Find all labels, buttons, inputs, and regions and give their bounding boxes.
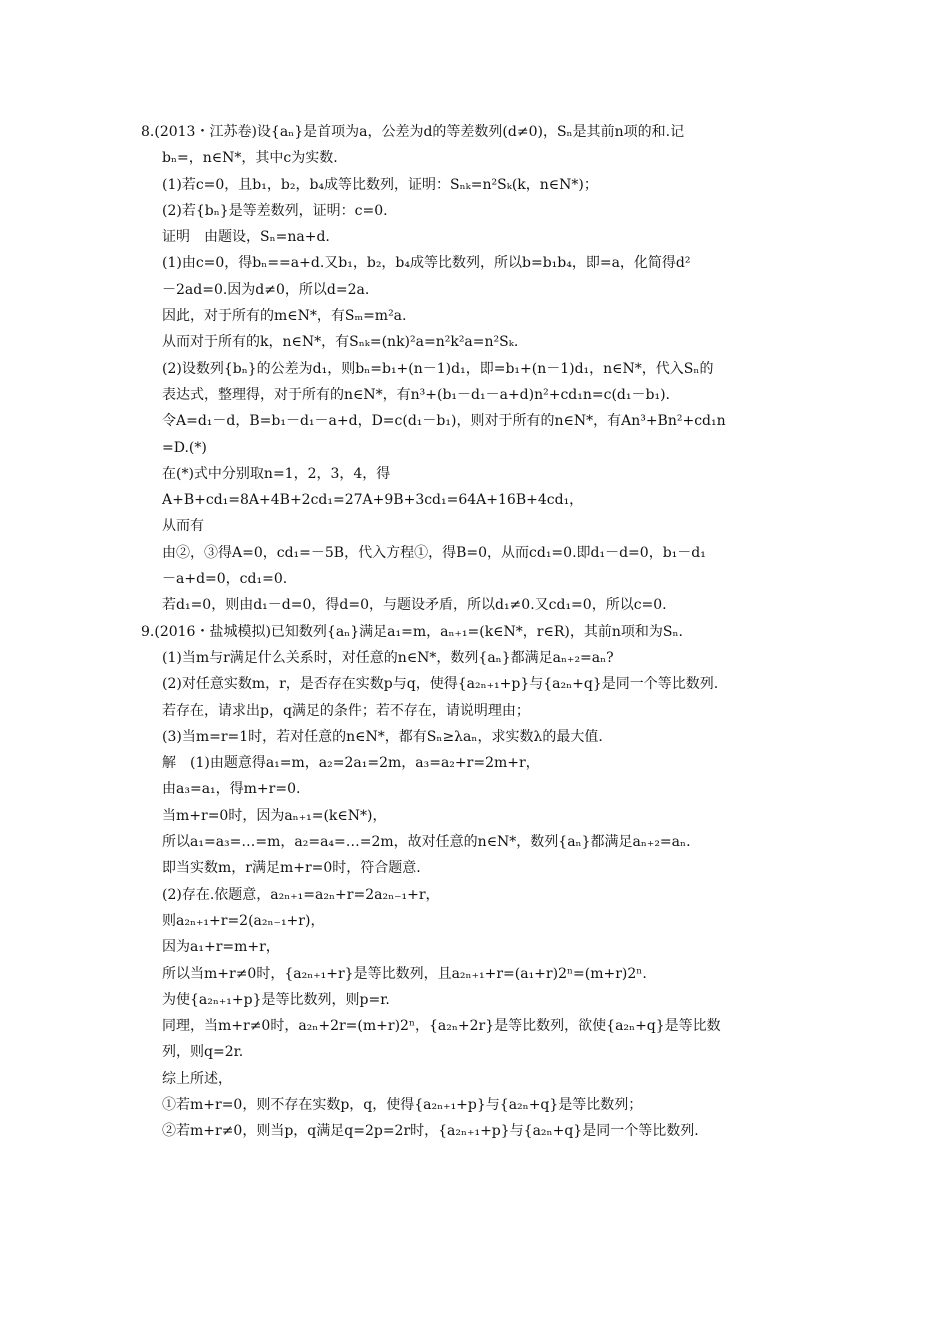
text-line: (1)若c=0，且b₁，b₂，b₄成等比数列，证明：Sₙₖ=n²Sₖ(k，n∈N*)； — [162, 176, 598, 193]
text-line: 因此，对于所有的m∈N*，有Sₘ=m²a. — [162, 308, 407, 325]
text-line: ①若m+r=0，则不存在实数p，q，使得{a₂ₙ₊₁+p}与{a₂ₙ+q}是等比数列； — [162, 1096, 643, 1113]
text-line: 当m+r=0时，因为aₙ₊₁=(k∈N*)， — [162, 807, 387, 824]
text-line: 所以a₁=a₃=…=m，a₂=a₄=…=2m，故对任意的n∈N*，数列{aₙ}都满足aₙ₊₂=aₙ. — [162, 834, 691, 851]
text-line: 同理，当m+r≠0时，a₂ₙ+2r=(m+r)2ⁿ，{a₂ₙ+2r}是等比数列，欲使{a₂ₙ+q}是等比数 — [162, 1018, 721, 1035]
text-line: 8.(2013・江苏卷)设{aₙ}是首项为a，公差为d的等差数列(d≠0)，Sₙ是其前n项的和.记 — [141, 124, 685, 140]
text-line: 即当实数m，r满足m+r=0时，符合题意. — [162, 860, 421, 877]
text-line: (1)当m与r满足什么关系时，对任意的n∈N*，数列{aₙ}都满足aₙ₊₂=aₙ? — [162, 649, 614, 666]
text-line: (3)当m=r=1时，若对任意的n∈N*，都有Sₙ≥λaₙ，求实数λ的最大值. — [162, 728, 603, 745]
text-line: 则a₂ₙ₊₁+r=2(a₂ₙ₋₁+r)， — [162, 912, 325, 929]
text-line: 综上所述， — [162, 1070, 232, 1087]
text-line: bₙ=，n∈N*，其中c为实数. — [162, 150, 338, 167]
text-line: 令A=d₁－d，B=b₁－d₁－a+d，D=c(d₁－b₁)，则对于所有的n∈N*，有An³+Bn²+cd₁n — [162, 413, 726, 430]
text-line: 所以当m+r≠0时，{a₂ₙ₊₁+r}是等比数列，且a₂ₙ₊₁+r=(a₁+r)2ⁿ=(m+r)2ⁿ. — [162, 965, 647, 982]
text-line: 在(*)式中分别取n=1，2，3，4，得 — [162, 465, 391, 482]
text-line: －2ad=0.因为d≠0，所以d=2a. — [162, 281, 370, 298]
text-line: 为使{a₂ₙ₊₁+p}是等比数列，则p=r. — [162, 991, 390, 1008]
text-line: ②若m+r≠0，则当p，q满足q=2p=2r时，{a₂ₙ₊₁+p}与{a₂ₙ+q}是同一个等比数列. — [162, 1123, 699, 1140]
text-line: 解 (1)由题意得a₁=m，a₂=2a₁=2m，a₃=a₂+r=2m+r， — [162, 755, 540, 772]
text-line: 从而有 — [162, 518, 204, 535]
text-line: 由②，③得A=0，cd₁=－5B，代入方程①，得B=0，从而cd₁=0.即d₁－d=0，b₁－d₁ — [162, 544, 706, 561]
text-line: 若d₁=0，则由d₁－d=0，得d=0，与题设矛盾，所以d₁≠0.又cd₁=0，所以c=0. — [162, 597, 667, 614]
text-line: 因为a₁+r=m+r， — [162, 939, 280, 956]
text-line: (2)若{bₙ}是等差数列，证明：c=0. — [162, 202, 388, 219]
text-line: 表达式，整理得，对于所有的n∈N*，有n³+(b₁－d₁－a+d)n²+cd₁n=c(d₁－b₁). — [162, 386, 670, 403]
text-line: 若存在，请求出p，q满足的条件；若不存在，请说明理由； — [162, 702, 530, 719]
text-line: 从而对于所有的k，n∈N*，有Sₙₖ=(nk)²a=n²k²a=n²Sₖ. — [162, 334, 519, 351]
text-line: 9.(2016・盐城模拟)已知数列{aₙ}满足a₁=m，aₙ₊₁=(k∈N*，r∈R)，其前n项和为Sₙ. — [141, 623, 683, 640]
document-body — [141, 119, 811, 1145]
text-line: 证明 由题设，Sₙ=na+d. — [162, 229, 330, 246]
text-line: (1)由c=0，得bₙ==a+d.又b₁，b₂，b₄成等比数列，所以b=b₁b₄，即=a，化简得d² — [162, 255, 691, 272]
text-line: A+B+cd₁=8A+4B+2cd₁=27A+9B+3cd₁=64A+16B+4cd₁， — [162, 492, 584, 509]
text-line: =D.(*) — [162, 439, 207, 456]
text-line: (2)对任意实数m，r，是否存在实数p与q，使得{a₂ₙ₊₁+p}与{a₂ₙ+q}是同一个等比数列. — [162, 676, 719, 693]
text-line: 由a₃=a₁，得m+r=0. — [162, 781, 301, 798]
text-line: (2)存在.依题意，a₂ₙ₊₁=a₂ₙ+r=2a₂ₙ₋₁+r， — [162, 886, 440, 903]
text-line: －a+d=0，cd₁=0. — [162, 571, 288, 588]
text-line: 列，则q=2r. — [162, 1044, 244, 1061]
text-line: (2)设数列{bₙ}的公差为d₁，则bₙ=b₁+(n－1)d₁，即=b₁+(n－1)d₁，n∈N*，代入Sₙ的 — [162, 360, 714, 377]
